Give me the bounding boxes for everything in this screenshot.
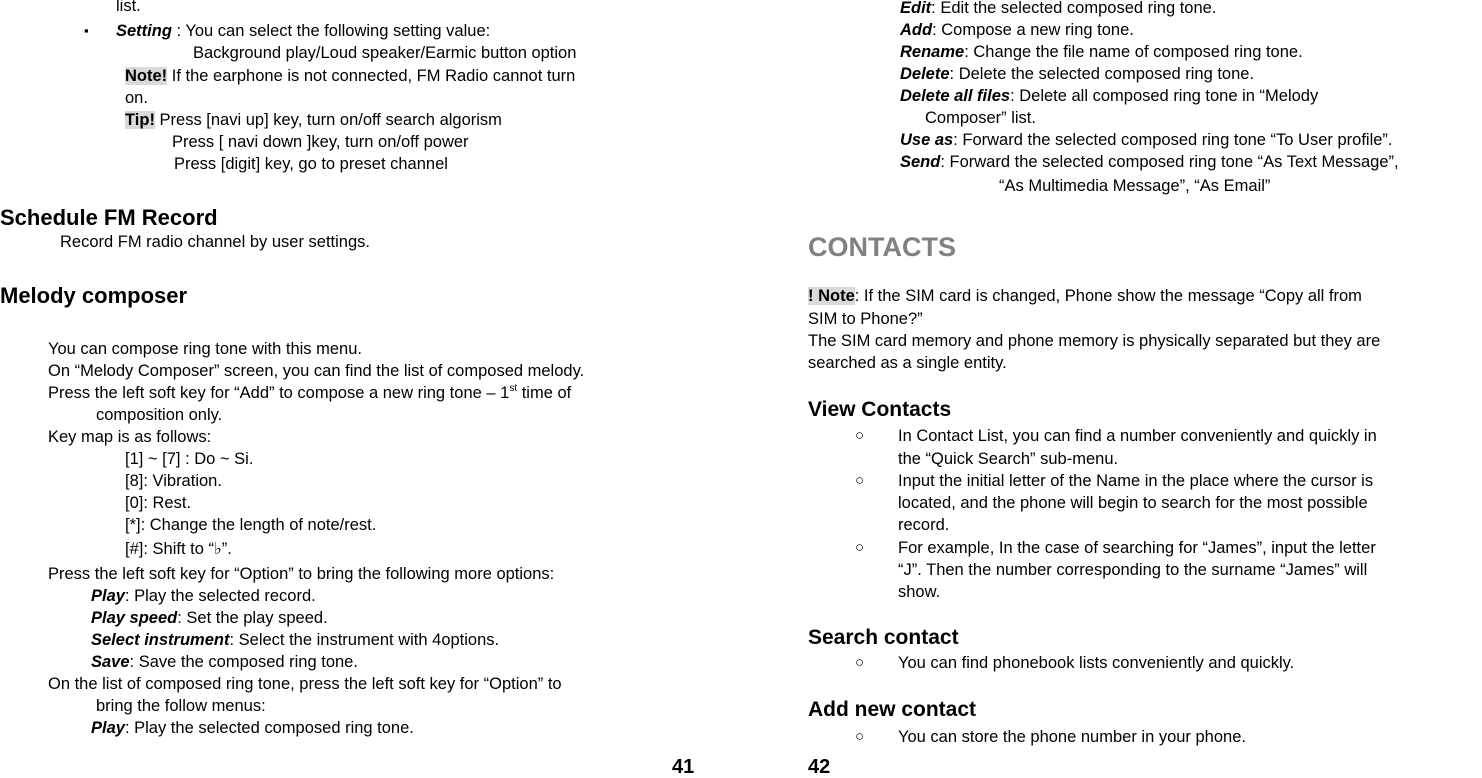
menu-item-cont: “As Multimedia Message”, “As Email” [999,177,1271,195]
melody-p3 [48,383,571,403]
view-contacts-heading: View Contacts [808,398,952,421]
melody-p1: You can compose ring tone with this menu. [48,340,362,358]
menu-desc: : Delete the selected composed ring tone. [949,65,1255,83]
menu-item [900,152,1399,172]
view-b1-line: the “Quick Search” sub-menu. [898,450,1119,468]
note-line-2: on. [125,89,148,107]
option-desc: : Play the selected record. [124,587,316,605]
menu-item [900,42,1303,62]
contacts-note-line-3: The SIM card memory and phone memory is physically separated but they are [808,332,1381,350]
menu-item [900,20,1134,40]
setting-desc: : You can select the following setting value: [171,22,491,40]
keymap-intro: Key map is as follows: [48,428,212,446]
view-b3-line: For example, In the case of searching for “James”, input the letter [898,539,1376,557]
option-item [91,608,328,628]
menu-term: Rename [900,43,965,61]
view-b2-line: located, and the phone will begin to search for the most possible [898,494,1368,512]
schedule-heading: Schedule FM Record [0,205,218,230]
option-term: Play [91,587,125,605]
tip-line-2: Press [ navi down ]key, turn on/off power [172,133,469,151]
key-item: [#]: Shift to “♭”. [125,540,232,558]
key-item: [*]: Change the length of note/rest. [125,516,377,534]
search-contact-heading: Search contact [808,626,959,649]
menu-term: Use as [900,131,954,149]
tip-line-3: Press [digit] key, go to preset channel [174,155,448,173]
menu-term: Delete [900,65,950,83]
list-tail: list. [116,0,141,15]
menu-desc: : Compose a new ring tone. [932,21,1134,39]
setting-line [116,21,490,41]
option-desc: : Save the composed ring tone. [129,653,358,671]
circle-bullet-icon: ○ [855,728,865,745]
view-b3-line: “J”. Then the number corresponding to the surname “James” will [898,561,1368,579]
view-b3-line: show. [898,583,941,601]
contacts-note-line-2: SIM to Phone?” [808,310,923,328]
melody-p3-sup: st [509,382,518,394]
view-b1-line: In Contact List, you can find a number conveniently and quickly in [898,427,1377,445]
menu-desc: : Forward the selected composed ring tone “To User profile”. [953,131,1393,149]
note-line-1 [125,66,575,86]
menu-desc: : Delete all composed ring tone in “Melody [1010,87,1319,105]
contacts-note-line-1 [808,286,1362,306]
menu-item [900,130,1393,150]
melody-p2: On “Melody Composer” screen, you can find the list of composed melody. [48,362,585,380]
melody-p3-tail: time of [517,384,572,402]
melody-p3-cont: composition only. [96,406,223,424]
view-b2-line: Input the initial letter of the Name in the place where the cursor is [898,472,1374,490]
schedule-desc: Record FM radio channel by user settings. [60,233,370,251]
contacts-note-text: : If the SIM card is changed, Phone show the message “Copy all from [854,287,1362,305]
key-item: [1] ~ [7] : Do ~ Si. [125,450,254,468]
option-term: Play speed [91,609,178,627]
circle-bullet-icon: ○ [855,539,865,556]
option-term: Select instrument [91,631,230,649]
circle-bullet-icon: ○ [855,427,865,444]
list-intro: On the list of composed ring tone, press the left soft key for “Option” to [48,675,562,693]
menu-item [900,64,1254,84]
menu-term: Delete all files [900,87,1011,105]
page-number-left: 41 [672,756,695,778]
setting-term: Setting [116,22,172,40]
melody-p3-text: Press the left soft key for “Add” to compose a new ring tone – 1 [48,384,510,402]
menu-item-cont: Composer” list. [925,109,1036,127]
list-play-desc: : Play the selected composed ring tone. [124,719,414,737]
tip-label: Tip! [125,111,155,129]
search-b1: You can find phonebook lists conveniently and quickly. [898,654,1295,672]
view-b2-line: record. [898,516,950,534]
contacts-note-line-4: searched as a single entity. [808,354,1007,372]
list-intro-cont: bring the follow menus: [96,697,266,715]
menu-desc: : Forward the selected composed ring tone “As Text Message”, [940,153,1399,171]
key-item: [0]: Rest. [125,494,192,512]
contacts-heading: CONTACTS [808,232,956,262]
note-text: If the earphone is not connected, FM Radio cannot turn [167,67,576,85]
tip-text: Press [navi up] key, turn on/off search algorism [154,111,502,129]
square-bullet-icon: ▪ [84,23,89,38]
setting-values: Background play/Loud speaker/Earmic button option [193,44,577,62]
menu-desc: : Edit the selected composed ring tone. [931,0,1217,17]
menu-term: Edit [900,0,932,17]
menu-item [900,86,1318,106]
option-desc: : Select the instrument with 4options. [229,631,500,649]
menu-term: Add [900,21,933,39]
key-item: [8]: Vibration. [125,472,222,490]
melody-heading: Melody composer [0,283,188,308]
contacts-note-label: ! Note [808,287,855,305]
option-term: Save [91,653,130,671]
page-number-right: 42 [808,756,831,778]
option-desc: : Set the play speed. [177,609,328,627]
circle-bullet-icon: ○ [855,472,865,489]
option-item [91,652,358,672]
add-b1: You can store the phone number in your phone. [898,728,1246,746]
note-label: Note! [125,67,168,85]
menu-term: Send [900,153,941,171]
option-item [91,630,499,650]
list-play-term: Play [91,719,125,737]
list-play [91,718,414,738]
add-contact-heading: Add new contact [808,698,977,721]
menu-item [900,0,1216,18]
menu-desc: : Change the file name of composed ring tone. [964,43,1303,61]
circle-bullet-icon: ○ [855,654,865,671]
tip-line-1 [125,110,502,130]
option-item [91,586,316,606]
options-intro: Press the left soft key for “Option” to bring the following more options: [48,565,555,583]
